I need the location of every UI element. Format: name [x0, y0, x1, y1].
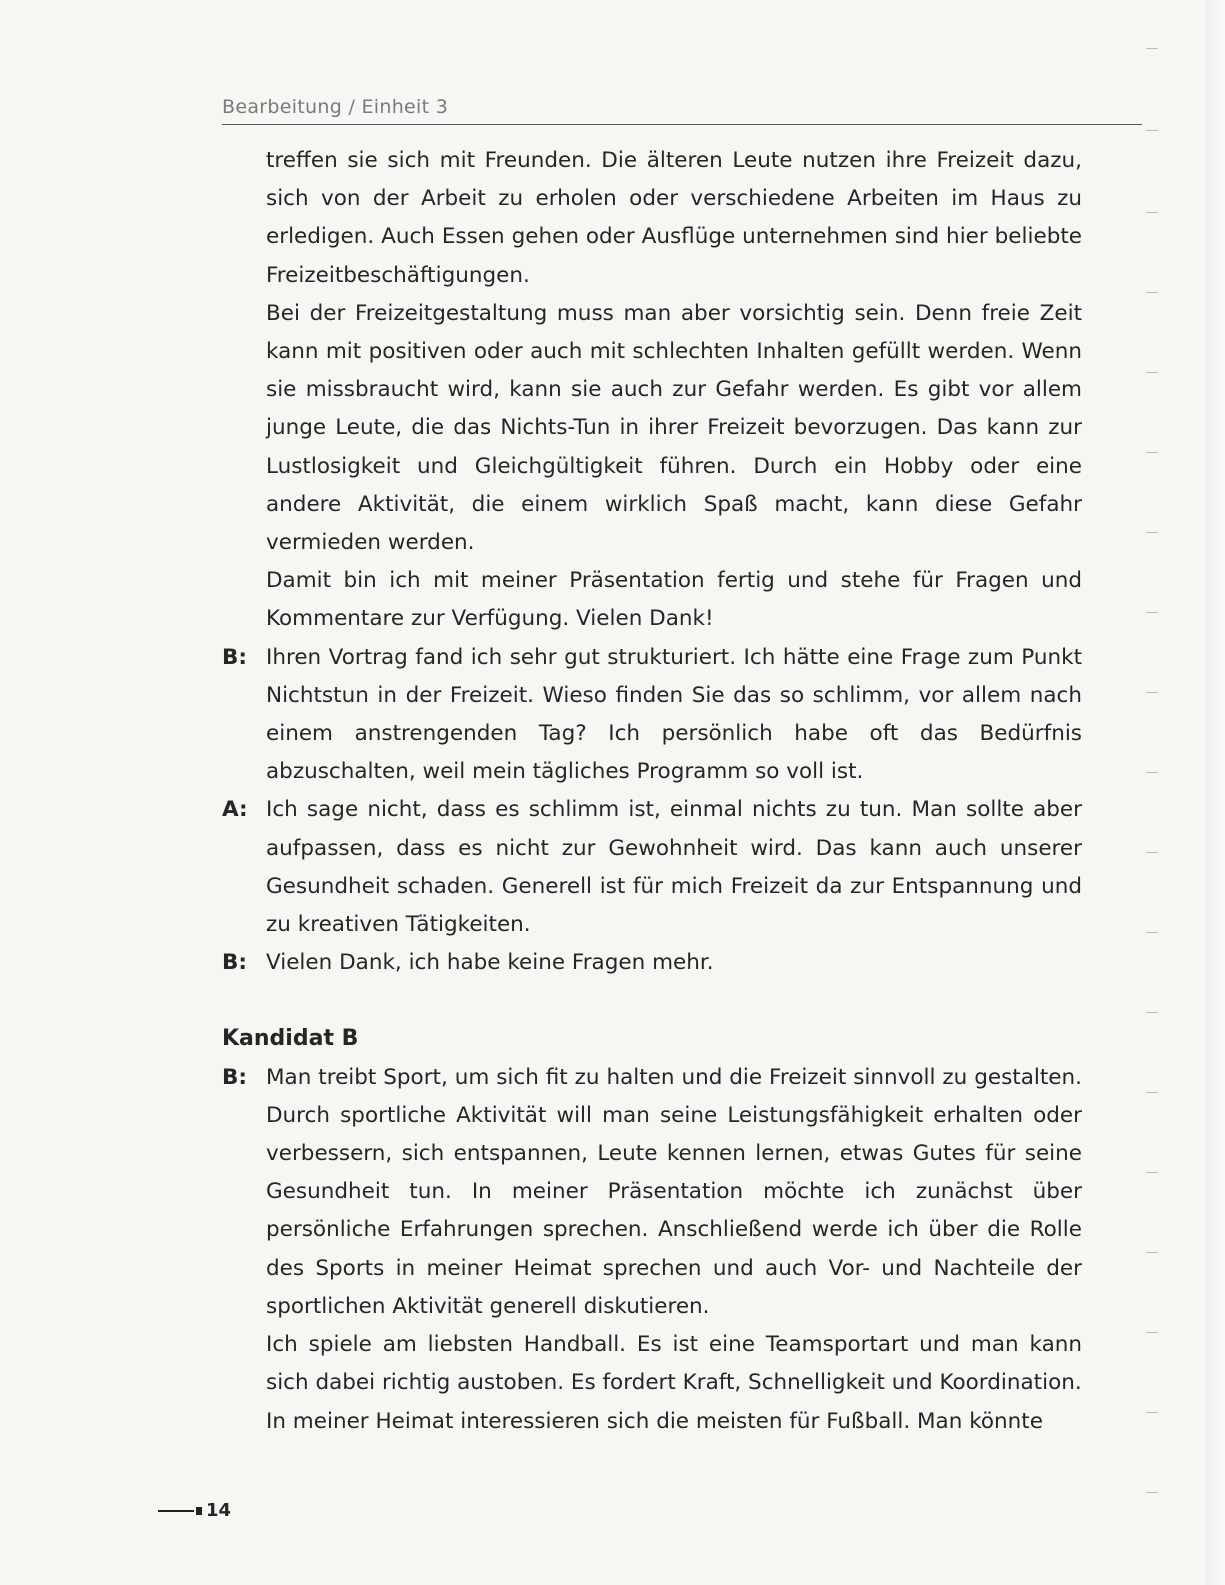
dialogue-text: Ihren Vortrag fand ich sehr gut strukturiert. Ich hätte eine Frage zum Punkt Nichtstun in der Freizeit. Wieso finden Sie das so schlimm, vor allem nach einem anstrengenden Tag? Ich persönlich habe oft das Bedürfnis abzuschalten, weil mein tägliches Programm so voll ist. [266, 644, 1082, 785]
paragraph: treffen sie sich mit Freunden. Die älteren Leute nutzen ihre Freizeit dazu, sich von der Arbeit zu erholen oder verschiedene Arbeiten im Haus zu erledigen. Auch Essen gehen oder Ausflüge unternehmen sind hier beliebte Freizeitbeschäftigungen. [266, 148, 1082, 288]
page-content [222, 142, 1082, 1441]
speaker-label: A: [222, 797, 248, 823]
dialogue-turn [222, 944, 1082, 982]
footer-rule [158, 1510, 194, 1512]
section-title: Kandidat B [222, 1026, 359, 1052]
dialogue-text: Vielen Dank, ich habe keine Fragen mehr. [266, 950, 714, 976]
header-rule [222, 124, 1142, 125]
dialogue-turn [222, 1059, 1082, 1326]
speaker-label: B: [222, 644, 247, 670]
page-edge [1206, 0, 1225, 1585]
dialogue-text: Ich sage nicht, dass es schlimm ist, einmal nichts zu tun. Man sollte aber aufpassen, dass es nicht zur Gewohnheit wird. Das kann auch unserer Gesundheit schaden. Generell ist für mich Freizeit da zur Entspannung und zu kreativen Tätigkeiten. [266, 797, 1082, 938]
dialogue-text: Man treibt Sport, um sich fit zu halten und die Freizeit sinnvoll zu gestalten. Durch sportliche Aktivität will man seine Leistungsfähigkeit erhalten oder verbessern, sich entspannen, Leute kennen lernen, etwas Gutes für seine Gesundheit tun. In meiner Präsentation möchte ich zunächst über persönliche Erfahrungen sprechen. Anschließend werde ich über die Rolle des Sports in meiner Heimat sprechen und auch Vor- und Nachteile der sportlichen Aktivität generell diskutieren. [266, 1064, 1082, 1319]
page-number [158, 1500, 231, 1521]
dialogue-turn [222, 639, 1082, 792]
margin-tick-marks [1140, 0, 1160, 1585]
page-number-text: 14 [206, 1500, 232, 1521]
speaker-label: B: [222, 950, 247, 976]
running-header: Bearbeitung / Einheit 3 [222, 96, 449, 118]
paragraph: In meiner Heimat interessieren sich die meisten für Fußball. Man könnte [266, 1408, 1043, 1434]
paragraph: Ich spiele am liebsten Handball. Es ist eine Teamsportart und man kann sich dabei richtig austoben. Es fordert Kraft, Schnelligkeit und Koordination. [266, 1332, 1082, 1396]
footer-square-icon [196, 1507, 202, 1515]
paragraph: Bei der Freizeitgestaltung muss man aber vorsichtig sein. Denn freie Zeit kann mit positiven oder auch mit schlechten Inhalten gefüllt werden. Wenn sie missbraucht wird, kann sie auch zur Gefahr werden. Es gibt vor allem junge Leute, die das Nichts-Tun in ihrer Freizeit bevorzugen. Das kann zur Lustlosigkeit und Gleichgültigkeit führen. Durch ein Hobby oder eine andere Aktivität, die einem wirklich Spaß macht, kann diese Gefahr vermieden werden. [266, 300, 1082, 556]
speaker-label: B: [222, 1064, 247, 1090]
paragraph: Damit bin ich mit meiner Präsentation fertig und stehe für Fragen und Kommentare zur Verfügung. Vielen Dank! [266, 568, 1082, 632]
dialogue-turn [222, 791, 1082, 944]
